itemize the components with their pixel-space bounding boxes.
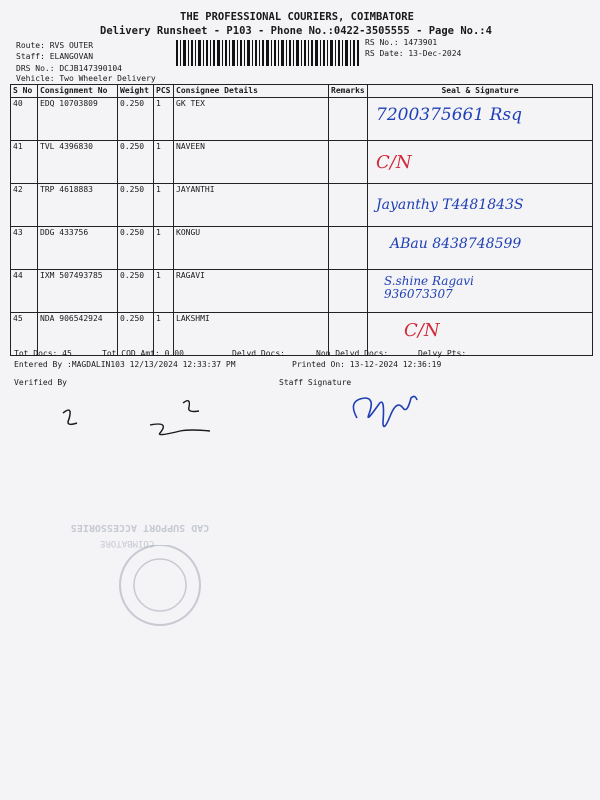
table-row <box>11 141 593 184</box>
cell-weight: 0.250 <box>118 98 154 141</box>
barcode <box>176 40 360 66</box>
col-sno: S No <box>11 85 38 98</box>
cell-remarks <box>329 270 368 313</box>
verifier-signature <box>55 395 225 445</box>
runsheet-title: Delivery Runsheet - P103 - Phone No.:0422-3505555 - Page No.:4 <box>100 25 492 37</box>
cell-pcs: 1 <box>154 98 174 141</box>
company-name: THE PROFESSIONAL COURIERS, COIMBATORE <box>180 11 414 23</box>
col-weight: Weight <box>118 85 154 98</box>
vehicle-label: Vehicle: Two Wheeler Delivery <box>16 74 156 83</box>
staff-signature-label: Staff Signature <box>279 378 352 387</box>
staff-label: Staff: ELANGOVAN <box>16 52 94 61</box>
handwritten-signature: 7200375661 Rsq <box>376 105 522 125</box>
cell-consignment: EDQ 10703809 <box>38 98 118 141</box>
table-row <box>11 313 593 356</box>
cell-remarks <box>329 184 368 227</box>
cell-consignment: IXM 507493785 <box>38 270 118 313</box>
cell-signature <box>368 184 593 227</box>
cell-signature <box>368 227 593 270</box>
cell-remarks <box>329 227 368 270</box>
cell-sno: 44 <box>11 270 38 313</box>
cell-weight: 0.250 <box>118 313 154 356</box>
runsheet-table <box>10 84 593 356</box>
cell-sno: 42 <box>11 184 38 227</box>
cell-sno: 43 <box>11 227 38 270</box>
cell-pcs: 1 <box>154 141 174 184</box>
tot-docs: Tot Docs: 45 <box>14 349 72 358</box>
cell-consignee: JAYANTHI <box>174 184 329 227</box>
col-consignment: Consignment No <box>38 85 118 98</box>
col-pcs: PCS <box>154 85 174 98</box>
stamp-seal <box>110 545 210 635</box>
col-consignee: Consignee Details <box>174 85 329 98</box>
cell-signature <box>368 141 593 184</box>
table-header-row <box>11 85 593 98</box>
cell-signature <box>368 270 593 313</box>
handwritten-signature: C/N <box>376 152 412 173</box>
non-delivered-docs: Non Delvd Docs: <box>316 349 389 358</box>
verified-by-label: Verified By <box>14 378 67 387</box>
tot-cod-amount: Tot COD Amt: 0.00 <box>102 349 184 358</box>
route-label: Route: RVS OUTER <box>16 41 94 50</box>
table-row <box>11 184 593 227</box>
cell-remarks <box>329 98 368 141</box>
stamp-text: CAD SUPPORT ACCESSORIES <box>70 522 210 533</box>
table-row <box>11 227 593 270</box>
cell-consignment: TRP 4618883 <box>38 184 118 227</box>
cell-pcs: 1 <box>154 227 174 270</box>
cell-weight: 0.250 <box>118 270 154 313</box>
handwritten-signature: C/N <box>404 320 440 341</box>
cell-consignee: NAVEEN <box>174 141 329 184</box>
handwritten-signature: Jayanthy T4481843S <box>376 197 524 213</box>
table-row <box>11 270 593 313</box>
cell-consignment: TVL 4396830 <box>38 141 118 184</box>
cell-pcs: 1 <box>154 313 174 356</box>
staff-signature <box>345 388 425 438</box>
cell-weight: 0.250 <box>118 141 154 184</box>
cell-signature <box>368 313 593 356</box>
delivered-docs: Delvd Docs: <box>232 349 285 358</box>
table-row <box>11 98 593 141</box>
cell-weight: 0.250 <box>118 227 154 270</box>
rs-number: RS No.: 1473901 <box>365 38 438 47</box>
cell-consignment: DDG 433756 <box>38 227 118 270</box>
entered-by: Entered By :MAGDALIN103 12/13/2024 12:33:37 PM <box>14 360 236 369</box>
cell-sno: 41 <box>11 141 38 184</box>
cell-sno: 40 <box>11 98 38 141</box>
cell-consignee: RAGAVI <box>174 270 329 313</box>
cell-weight: 0.250 <box>118 184 154 227</box>
cell-consignee: KONGU <box>174 227 329 270</box>
drs-number: DRS No.: DCJB147390104 <box>16 64 122 73</box>
cell-consignment: NDA 906542924 <box>38 313 118 356</box>
cell-pcs: 1 <box>154 184 174 227</box>
cell-consignee: LAKSHMI <box>174 313 329 356</box>
cell-signature <box>368 98 593 141</box>
stamp-text: COIMBATORE <box>100 538 155 548</box>
delivery-points: Delvy Pts: <box>418 349 467 358</box>
cell-consignee: GK TEX <box>174 98 329 141</box>
cell-remarks <box>329 141 368 184</box>
cell-pcs: 1 <box>154 270 174 313</box>
handwritten-signature: S.shine Ragavi 936073307 <box>384 274 474 301</box>
handwritten-signature: ABau 8438748599 <box>390 236 522 252</box>
rs-date: RS Date: 13-Dec-2024 <box>365 49 462 58</box>
printed-on: Printed On: 13-12-2024 12:36:19 <box>292 360 442 369</box>
cell-sno: 45 <box>11 313 38 356</box>
col-signature: Seal & Signature <box>368 85 593 98</box>
col-remarks: Remarks <box>329 85 368 98</box>
